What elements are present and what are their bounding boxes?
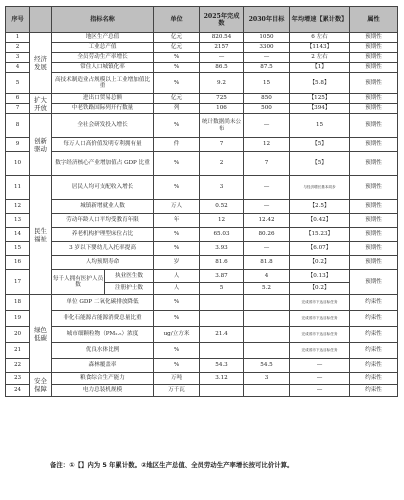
footnote: 备注：①【】内为 5 年累计数。②地区生产总值、全员劳动生产率增长按可比价计算。 xyxy=(50,461,294,469)
unit-cell: % xyxy=(154,359,200,373)
value-2030 xyxy=(244,327,290,343)
unit-cell: 人 xyxy=(154,282,200,295)
indicator-name: 居民人均可支配收入增长 xyxy=(52,176,154,200)
table-row xyxy=(6,214,398,228)
unit-cell: 万人 xyxy=(154,200,200,214)
value-2030: 80.26 xyxy=(244,228,290,242)
avg-cell: 【5.8】 xyxy=(290,73,350,94)
value-2025: 0.52 xyxy=(200,200,244,214)
row-seq: 22 xyxy=(6,359,30,373)
indicator-name: 非化石能源占能源消费总量比重 xyxy=(52,311,154,327)
row-seq: 6 xyxy=(6,94,30,104)
table-row xyxy=(6,176,398,200)
table-row xyxy=(6,73,398,94)
avg-cell: 6 左右 xyxy=(290,33,350,43)
avg-cell: 【6.07】 xyxy=(290,242,350,256)
unit-cell: % xyxy=(154,176,200,200)
indicator-name: 每千人拥有医护人员数 xyxy=(52,270,105,294)
avg-cell: 【2.5】 xyxy=(290,200,350,214)
attr-cell: 预期性 xyxy=(350,152,398,176)
attr-cell: 约束性 xyxy=(350,295,398,311)
attr-cell: 约束性 xyxy=(350,385,398,397)
table-row xyxy=(6,138,398,152)
avg-cell: 【15.23】 xyxy=(290,228,350,242)
indicator-name: 城市细颗粒物（PM₂.₅）浓度 xyxy=(52,327,154,343)
row-seq: 15 xyxy=(6,242,30,256)
header-name: 指标名称 xyxy=(52,7,154,33)
indicator-name: 劳动年龄人口平均受教育年限 xyxy=(52,214,154,228)
indicator-name: 全社会研发投入增长 xyxy=(52,114,154,138)
table-row xyxy=(6,104,398,114)
avg-cell: — xyxy=(290,385,350,397)
indicator-table-frame xyxy=(5,6,397,397)
value-2025: 65.03 xyxy=(200,228,244,242)
value-2030: — xyxy=(244,114,290,138)
value-2030: 12.42 xyxy=(244,214,290,228)
table-row xyxy=(6,385,398,397)
value-2025 xyxy=(200,295,244,311)
value-2025: 7 xyxy=(200,138,244,152)
avg-cell: 【1143】 xyxy=(290,43,350,53)
unit-cell: % xyxy=(154,311,200,327)
avg-cell: 【394】 xyxy=(290,104,350,114)
unit-cell: 亿元 xyxy=(154,43,200,53)
value-2025: 2157 xyxy=(200,43,244,53)
row-seq: 8 xyxy=(6,114,30,138)
value-2025: 725 xyxy=(200,94,244,104)
indicator-name: 地区生产总值 xyxy=(52,33,154,43)
avg-cell: 2 左右 xyxy=(290,53,350,63)
unit-cell: % xyxy=(154,242,200,256)
unit-cell: ug/立方米 xyxy=(154,327,200,343)
value-2030 xyxy=(244,343,290,359)
indicator-name: 进出口贸易总额 xyxy=(52,94,154,104)
value-2030: 3300 xyxy=(244,43,290,53)
header-row xyxy=(6,7,398,33)
value-2030: — xyxy=(244,53,290,63)
avg-cell: 完成省市下达目标任务 xyxy=(290,343,350,359)
unit-cell: 年 xyxy=(154,214,200,228)
group-green: 绿色低碳 xyxy=(30,295,52,373)
value-2030: — xyxy=(244,200,290,214)
indicator-name: 城镇新增就业人数 xyxy=(52,200,154,214)
unit-cell: % xyxy=(154,53,200,63)
row-seq: 4 xyxy=(6,63,30,73)
table-row xyxy=(6,256,398,270)
attr-cell: 预期性 xyxy=(350,33,398,43)
row-seq: 19 xyxy=(6,311,30,327)
attr-cell: 预期性 xyxy=(350,214,398,228)
unit-cell: % xyxy=(154,228,200,242)
value-2025 xyxy=(200,385,244,397)
row-seq: 12 xyxy=(6,200,30,214)
group-expand: 扩大开放 xyxy=(30,94,52,114)
value-2030: 81.8 xyxy=(244,256,290,270)
sub-indicator-doctors: 执业医生数 xyxy=(105,270,153,283)
avg-cell: 完成省市下达目标任务 xyxy=(290,295,350,311)
attr-cell: 预期性 xyxy=(350,200,398,214)
table-row xyxy=(6,242,398,256)
table-row xyxy=(6,295,398,311)
indicator-name: 数字经济核心产业增加值占 GDP 比重 xyxy=(52,152,154,176)
attr-cell: 预期性 xyxy=(350,228,398,242)
value-2025: 3.93 xyxy=(200,242,244,256)
avg-cell: 【0.2】 xyxy=(290,256,350,270)
attr-cell: 预期性 xyxy=(350,176,398,200)
value-2030: 1050 xyxy=(244,33,290,43)
value-2025: 5 xyxy=(200,282,244,295)
value-2025: 9.2 xyxy=(200,73,244,94)
indicator-table xyxy=(5,6,398,397)
value-2025: 统计数据尚未公布 xyxy=(200,114,244,138)
header-seq: 序号 xyxy=(6,7,30,33)
value-2025: 820.54 xyxy=(200,33,244,43)
value-2030: 54.5 xyxy=(244,359,290,373)
value-2025: 86.5 xyxy=(200,63,244,73)
indicator-name: 粮食综合生产能力 xyxy=(52,373,154,385)
row-seq: 5 xyxy=(6,73,30,94)
unit-cell: % xyxy=(154,343,200,359)
value-2030: 500 xyxy=(244,104,290,114)
indicator-name: 电力总装机规模 xyxy=(52,385,154,397)
unit-cell: 万千瓦 xyxy=(154,385,200,397)
avg-cell: 【5】 xyxy=(290,152,350,176)
table-row xyxy=(6,33,398,43)
header-unit: 单位 xyxy=(154,7,200,33)
header-avg: 年均增速【累计数】 xyxy=(290,7,350,33)
attr-cell: 约束性 xyxy=(350,343,398,359)
attr-cell: 预期性 xyxy=(350,104,398,114)
table-row xyxy=(6,228,398,242)
value-2030: — xyxy=(244,176,290,200)
row-seq: 11 xyxy=(6,176,30,200)
table-row xyxy=(6,311,398,327)
avg-cell: 与经济增长基本同步 xyxy=(290,176,350,200)
value-2025: 2 xyxy=(200,152,244,176)
value-2025: 3.87 xyxy=(200,270,244,283)
indicator-name: 3 岁以下婴幼儿入托率提高 xyxy=(52,242,154,256)
value-2030: 3 xyxy=(244,373,290,385)
unit-cell: 列 xyxy=(154,104,200,114)
unit-cell: % xyxy=(154,73,200,94)
header-attr: 属性 xyxy=(350,7,398,33)
avg-cell: 【1】 xyxy=(290,63,350,73)
indicator-name: 森林覆盖率 xyxy=(52,359,154,373)
attr-cell: 约束性 xyxy=(350,327,398,343)
indicator-name: 高技术制造业占规模以上工业增加值比重 xyxy=(52,73,154,94)
unit-cell: 件 xyxy=(154,138,200,152)
row-seq: 7 xyxy=(6,104,30,114)
unit-cell: % xyxy=(154,114,200,138)
table-row xyxy=(6,114,398,138)
attr-cell: 预期性 xyxy=(350,256,398,270)
indicator-name: 优良水体比例 xyxy=(52,343,154,359)
value-2030 xyxy=(244,311,290,327)
row-seq: 3 xyxy=(6,53,30,63)
attr-cell: 预期性 xyxy=(350,114,398,138)
value-2025: 3 xyxy=(200,176,244,200)
header-category xyxy=(30,7,52,33)
value-2030 xyxy=(244,295,290,311)
avg-cell: 完成省市下达目标任务 xyxy=(290,311,350,327)
row-seq: 14 xyxy=(6,228,30,242)
row-seq: 13 xyxy=(6,214,30,228)
attr-cell: 预期性 xyxy=(350,63,398,73)
header-2025: 2025年完成数 xyxy=(200,7,244,33)
avg-cell: 【125】 xyxy=(290,94,350,104)
value-2025: 21.4 xyxy=(200,327,244,343)
value-2030: 15 xyxy=(244,73,290,94)
sub-indicator-nurses: 注册护士数 xyxy=(115,285,143,292)
unit-cell: 人 xyxy=(154,270,200,283)
unit-cell: % xyxy=(154,63,200,73)
avg-cell: — xyxy=(290,373,350,385)
value-2025: 3.12 xyxy=(200,373,244,385)
avg-cell: 完成省市下达目标任务 xyxy=(290,327,350,343)
avg-cell: 【0.13】 xyxy=(290,270,350,283)
table-row xyxy=(6,359,398,373)
value-2030: 12 xyxy=(244,138,290,152)
value-2030: 4 xyxy=(244,270,290,283)
indicator-name: 工业总产值 xyxy=(52,43,154,53)
indicator-name: 中老铁路国际列开行数量 xyxy=(52,104,154,114)
attr-cell: 约束性 xyxy=(350,311,398,327)
value-2025 xyxy=(200,311,244,327)
row-seq: 24 xyxy=(6,385,30,397)
value-2030 xyxy=(244,385,290,397)
header-2030: 2030年目标 xyxy=(244,7,290,33)
attr-cell: 预期性 xyxy=(350,43,398,53)
row-seq: 16 xyxy=(6,256,30,270)
table-row xyxy=(6,270,398,283)
unit-cell: 岁 xyxy=(154,256,200,270)
row-seq: 18 xyxy=(6,295,30,311)
table-row xyxy=(6,200,398,214)
value-2025: 106 xyxy=(200,104,244,114)
table-row xyxy=(6,43,398,53)
table-row xyxy=(6,63,398,73)
unit-cell: % xyxy=(154,295,200,311)
table-row xyxy=(6,94,398,104)
row-seq: 20 xyxy=(6,327,30,343)
indicator-name: 人均预期寿命 xyxy=(52,256,154,270)
avg-cell: 15 xyxy=(290,114,350,138)
attr-cell: 预期性 xyxy=(350,242,398,256)
attr-cell: 约束性 xyxy=(350,373,398,385)
unit-cell: 亿元 xyxy=(154,33,200,43)
attr-cell: 预期性 xyxy=(350,73,398,94)
value-2025: 12 xyxy=(200,214,244,228)
value-2025: 54.3 xyxy=(200,359,244,373)
unit-cell: % xyxy=(154,152,200,176)
value-2030: — xyxy=(244,242,290,256)
unit-cell: 亿元 xyxy=(154,94,200,104)
avg-cell: 【0.42】 xyxy=(290,214,350,228)
group-economy: 经济发展 xyxy=(30,33,52,94)
row-seq: 17 xyxy=(6,270,30,295)
indicator-name-split xyxy=(52,270,154,295)
avg-cell: 【5】 xyxy=(290,138,350,152)
avg-cell: 【0.2】 xyxy=(290,282,350,295)
attr-cell: 预期性 xyxy=(350,94,398,104)
value-2025: — xyxy=(200,53,244,63)
group-innovation: 创新驱动 xyxy=(30,114,52,176)
value-2030: 7 xyxy=(244,152,290,176)
value-2030: 87.5 xyxy=(244,63,290,73)
table-row xyxy=(6,327,398,343)
attr-cell: 预期性 xyxy=(350,138,398,152)
row-seq: 21 xyxy=(6,343,30,359)
value-2025 xyxy=(200,343,244,359)
indicator-name: 常住人口城镇化率 xyxy=(52,63,154,73)
indicator-name: 每万人口高价值发明专利拥有量 xyxy=(52,138,154,152)
value-2030: 5.2 xyxy=(244,282,290,295)
value-2025: 81.6 xyxy=(200,256,244,270)
unit-cell: 万吨 xyxy=(154,373,200,385)
avg-cell: — xyxy=(290,359,350,373)
row-seq: 2 xyxy=(6,43,30,53)
table-row xyxy=(6,373,398,385)
indicator-name: 养老机构护理型床位占比 xyxy=(52,228,154,242)
indicator-name: 全员劳动生产率增长 xyxy=(52,53,154,63)
table-row xyxy=(6,343,398,359)
group-security: 安全保障 xyxy=(30,373,52,397)
table-row xyxy=(6,53,398,63)
group-livelihood: 民生福祉 xyxy=(30,176,52,295)
value-2030: 850 xyxy=(244,94,290,104)
row-seq: 10 xyxy=(6,152,30,176)
indicator-name: 单位 GDP 二氧化碳排放降低 xyxy=(52,295,154,311)
row-seq: 1 xyxy=(6,33,30,43)
attr-cell: 预期性 xyxy=(350,53,398,63)
attr-cell: 约束性 xyxy=(350,359,398,373)
table-row xyxy=(6,152,398,176)
row-seq: 23 xyxy=(6,373,30,385)
row-seq: 9 xyxy=(6,138,30,152)
attr-cell: 预期性 xyxy=(350,270,398,295)
